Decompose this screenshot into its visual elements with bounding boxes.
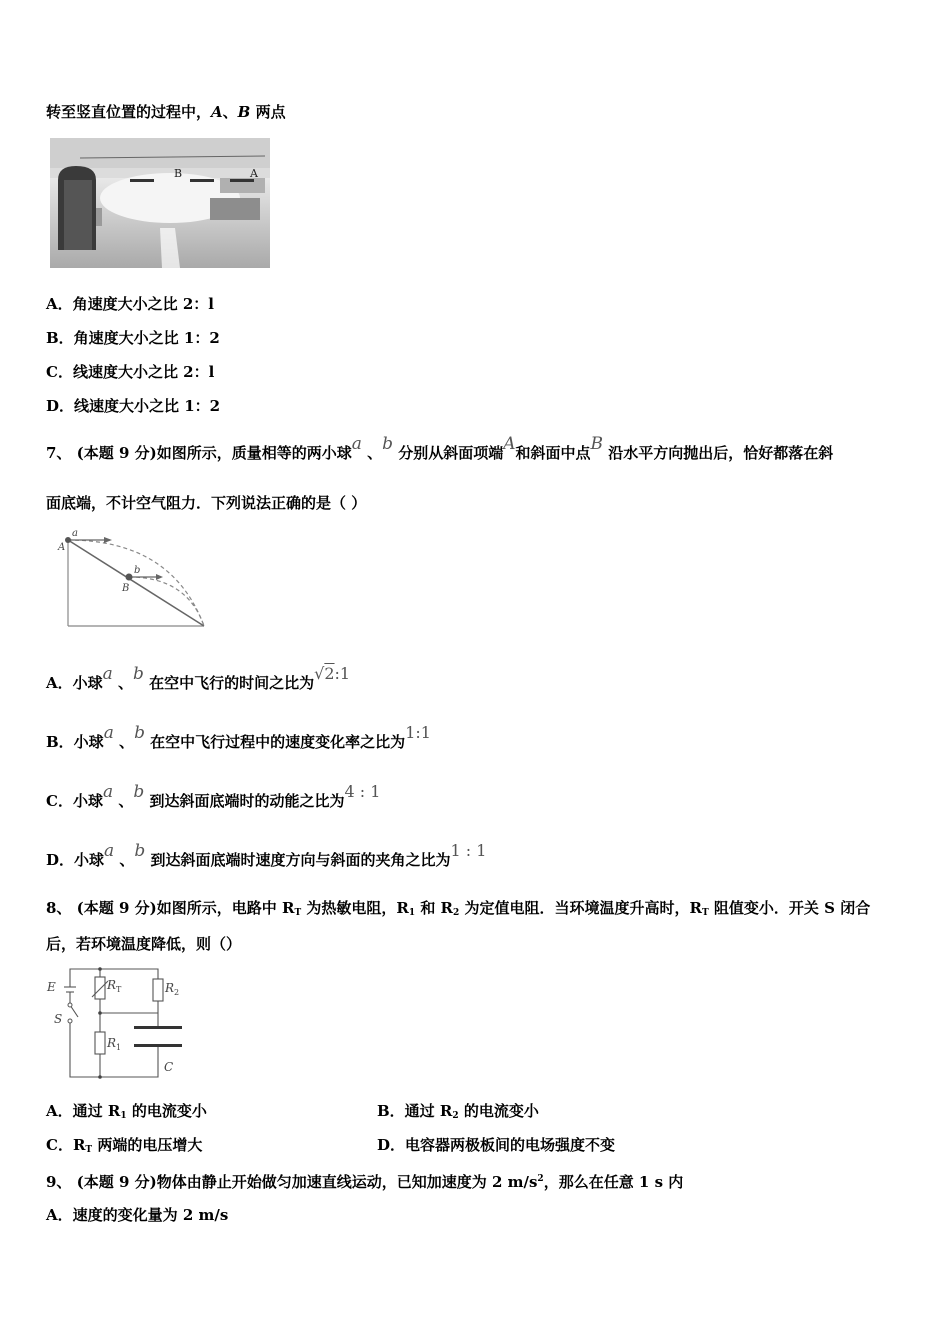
q6-fig-label-a: A — [250, 167, 258, 180]
q6-option-b: B．角速度大小之比 1：2 — [46, 329, 220, 347]
q6-stem: 转至竖直位置的过程中，A、B 两点 — [46, 103, 286, 121]
q8-option-b: B．通过 $R_2$ 的电流变小 — [377, 1102, 539, 1121]
q6-option-d: D．线速度大小之比 1：2 — [46, 397, 221, 415]
q7-option-a: A．小球a 、b 在空中飞行的时间之比为√2:1 — [46, 664, 351, 692]
sqrt-expression: √2:1 — [314, 664, 351, 683]
q9-option-a: A．速度的变化量为 2 m/s — [46, 1206, 229, 1224]
q8-fig-E: E — [47, 980, 56, 994]
q6-option-c: C．线速度大小之比 2：l — [46, 363, 215, 381]
q8-fig-C: C — [164, 1060, 174, 1074]
q7-incline-figure — [52, 528, 212, 632]
q7-stem-line1: 7、 (本题 9 分)如图所示，质量相等的两小球a 、b 分别从斜面项端A和斜面中点B 沿水平方向抛出后，恰好都落在斜 — [46, 434, 834, 462]
q6-barrier-figure — [50, 138, 270, 268]
q7-fig-B: B — [122, 583, 130, 594]
q8-option-d: D．电容器两极板间的电场强度不变 — [377, 1136, 616, 1154]
q8-fig-R1: $R_1$ — [107, 1036, 122, 1052]
q7-fig-a: a — [72, 528, 78, 539]
q6-fig-label-b: B — [174, 167, 183, 180]
q7-fig-b: b — [134, 565, 141, 576]
q9-stem: 9、 (本题 9 分)物体由静止开始做匀加速直线运动，已知加速度为 2 $m/s^2$，那么在任意 1 s 内 — [46, 1173, 684, 1191]
q8-fig-S: S — [54, 1012, 63, 1026]
q8-option-c: C．$R_T$ 两端的电压增大 — [46, 1136, 203, 1155]
q7-option-c: C．小球a 、b 到达斜面底端时的动能之比为4 : 1 — [46, 782, 381, 810]
q7-option-d: D．小球a 、b 到达斜面底端时速度方向与斜面的夹角之比为1 : 1 — [46, 841, 487, 869]
q6-option-a: A．角速度大小之比 2：l — [46, 295, 214, 313]
q8-fig-R2: $R_2$ — [165, 981, 180, 997]
q8-stem-line2: 后，若环境温度降低，则（） — [46, 935, 242, 953]
q7-fig-A: A — [58, 542, 66, 553]
q8-option-a: A．通过 $R_1$ 的电流变小 — [46, 1102, 207, 1121]
q8-fig-RT: $R_T$ — [107, 978, 122, 994]
q8-circuit-figure — [44, 965, 214, 1080]
q7-option-b: B．小球a 、b 在空中飞行过程中的速度变化率之比为1:1 — [46, 723, 431, 751]
q8-stem-line1: 8、 (本题 9 分)如图所示，电路中 $R_T$ 为热敏电阻，$R_1$ 和 $R_2$ 为定值电阻．当环境温度升高时，$R_T$ 阻值变小．开关 S 闭合 — [46, 899, 871, 918]
q7-stem-line2: 面底端，不计空气阻力．下列说法正确的是（ ） — [46, 494, 367, 512]
